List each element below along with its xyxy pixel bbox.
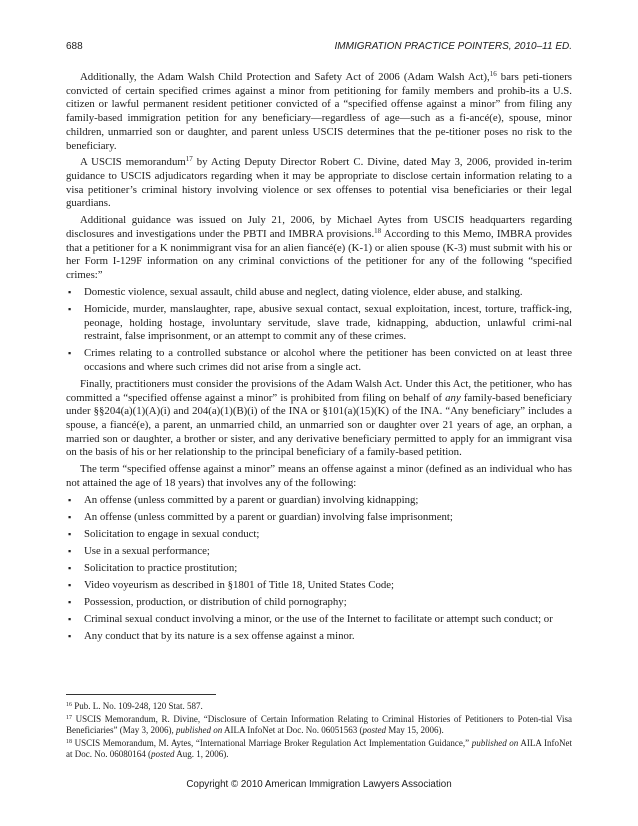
square-bullet-icon: ▪ xyxy=(68,286,72,297)
list-item: ▪ An offense (unless committed by a parent or guardian) involving false imprisonment; xyxy=(68,510,453,523)
body-text xyxy=(66,71,572,647)
list-item: ▪ Domestic violence, sexual assault, child abuse and neglect, dating violence, elder abuse, and stalking. xyxy=(68,285,523,298)
footnote-ref-16[interactable]: 16 xyxy=(489,70,497,78)
paragraph-additional-guidance: Additional guidance was issued on July 21, 2006, by Michael Aytes from USCIS headquarters regarding disclosures and investigations under the PBTI and IMBRA provisions.$^{18}$ According to this Memo, IMBRA provides that a petitioner for a K nonimmigrant visa for an alien fiancé(e) (K-1) or alien spouse (K-3) must submit with his or her Form I-129F information on any criminal convictions of the petitioner for any of the following “specified crimes:” xyxy=(66,214,572,282)
list-item: ▪ Criminal sexual conduct involving a minor, or the use of the Internet to facilitate or attempt such conduct; or xyxy=(68,612,553,625)
running-header xyxy=(66,41,572,55)
page-number: 688 xyxy=(66,41,83,52)
list-item: ▪ Possession, production, or distribution of child pornography; xyxy=(68,595,347,608)
footnote-17: $^{17}$ USCIS Memorandum, R. Divine, “Disclosure of Certain Information Relating to Criminal Histories of Petitioners to Poten-tial Visa Beneficiaries” (May 3, 2006), published on AILA InfoNet at Doc. No. 06051563 (posted May 15, 2006). xyxy=(66,714,572,735)
footnote-18: $^{18}$ USCIS Memorandum, M. Aytes, “International Marriage Broker Regulation Act Implementation Guidance,” published on AILA InfoNet at Doc. No. 06080164 (posted Aug. 1, 2006). xyxy=(66,738,572,759)
paragraph-specified-offense-definition: The term “specified offense against a minor” means an offense against a minor (defined as an individual who has not attained the age of 18 years) that involves any of the following: xyxy=(66,463,572,489)
square-bullet-icon: ▪ xyxy=(68,494,72,505)
paragraph-uscis-memorandum: A USCIS memorandum$^{17}$ by Acting Deputy Director Robert C. Divine, dated May 3, 2006, provided in-terim guidance to USCIS adjudicators regarding when it may be appropriate to disclose certain information relating to a visa petitioner’s criminal history involving violence or sex offenses to potential visa beneficiaries or their legal guardians. xyxy=(66,155,572,210)
square-bullet-icon: ▪ xyxy=(68,630,72,641)
square-bullet-icon: ▪ xyxy=(68,528,72,539)
footnote-16: $^{16}$ Pub. L. No. 109-248, 120 Stat. 587. xyxy=(66,701,203,711)
square-bullet-icon: ▪ xyxy=(68,545,72,556)
square-bullet-icon: ▪ xyxy=(68,579,72,590)
square-bullet-icon: ▪ xyxy=(68,348,72,359)
list-item: ▪ Any conduct that by its nature is a sex offense against a minor. xyxy=(68,629,355,642)
square-bullet-icon: ▪ xyxy=(68,511,72,522)
list-item: ▪ Homicide, murder, manslaughter, rape, abusive sexual contact, sexual exploitation, incest, torture, traffick-ing, peonage, holding hostage, involuntary servitude, slave trade, kidnapping, abduction, unlawful crimi-nal restraint, false imprisonment, or an attempt to commit any of these crimes. xyxy=(68,302,572,343)
list-item: ▪ Use in a sexual performance; xyxy=(68,544,210,557)
list-item: ▪ Solicitation to engage in sexual conduct; xyxy=(68,527,260,540)
specified-offense-list xyxy=(66,494,572,644)
paragraph-adam-walsh-provisions: Finally, practitioners must consider the provisions of the Adam Walsh Act. Under this Act, the petitioner, who has committed a “specified offense against a minor” is prohibited from filing on behalf of any family-based beneficiary under §§204(a)(1)(A)(i) and 204(a)(1)(B)(i) of the INA or §101(a)(15)(K) of the INA. “Any beneficiary” includes a spouse, a fiancé(e), a parent, an unmarried child, an unmarried son or daughter over 21 years of age, an orphan, a married son or daughter, a brother or sister, and any derivative beneficiary permitted to apply for an immigrant visa on the basis of his or her relationship to the principal beneficiary of a family-based petition. xyxy=(66,377,572,459)
footnotes xyxy=(66,701,572,762)
specified-crimes-list xyxy=(66,286,572,375)
square-bullet-icon: ▪ xyxy=(68,596,72,607)
square-bullet-icon: ▪ xyxy=(68,303,72,314)
paragraph-adam-walsh-intro: Additionally, the Adam Walsh Child Protection and Safety Act of 2006 (Adam Walsh Act),$^{16}$ bars peti-tioners convicted of certain specified crimes against a minor from petitioning for family members and prohib-its a U.S. citizen or lawful permanent resident petitioner convicted of a “specified offense against a minor” from filing any family-based immigration petition for any beneficiary—regardless of age—such as a fi-ancé(e), spouse, minor children, unmarried son or daughter, and parent unless USCIS determines that the pe-titioner poses no risk to the beneficiary. xyxy=(66,70,573,152)
running-title: IMMIGRATION PRACTICE POINTERS, 2010–11 ED. xyxy=(334,41,572,52)
footnote-ref-18[interactable]: 18 xyxy=(374,226,382,235)
list-item: ▪ Video voyeurism as described in §1801 of Title 18, United States Code; xyxy=(68,578,395,591)
square-bullet-icon: ▪ xyxy=(68,613,72,624)
footnote-divider xyxy=(66,694,216,695)
footnote-ref-17[interactable]: 17 xyxy=(185,155,193,164)
square-bullet-icon: ▪ xyxy=(68,562,72,573)
list-item: ▪ Crimes relating to a controlled substance or alcohol where the petitioner has been convicted on at least three occasions and where such crimes did not arise from a single act. xyxy=(68,347,572,373)
list-item: ▪ Solicitation to practice prostitution; xyxy=(68,561,238,574)
list-item: ▪ An offense (unless committed by a parent or guardian) involving kidnapping; xyxy=(68,493,419,506)
copyright-footer: Copyright © 2010 American Immigration Lawyers Association xyxy=(186,779,452,790)
